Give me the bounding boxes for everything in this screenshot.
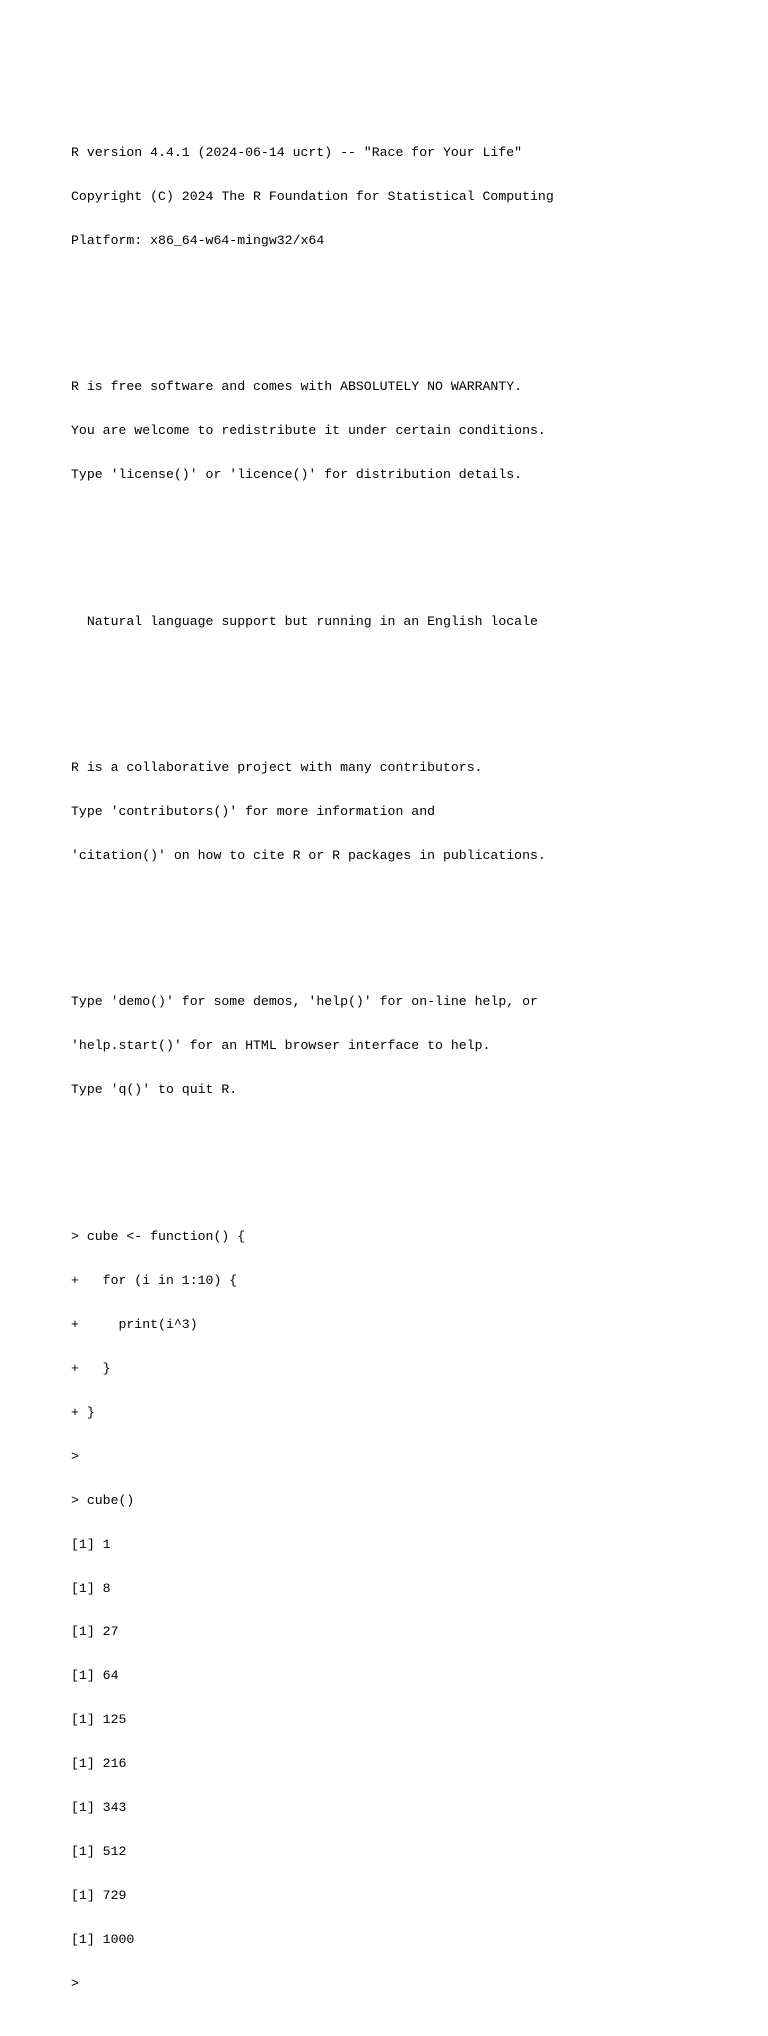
output-line: [1] 343 (71, 1800, 127, 1816)
output-line: [1] 1 (71, 1536, 111, 1552)
output-line: [1] 64 (71, 1668, 119, 1684)
r-console[interactable] (71, 87, 751, 2036)
console-line: Type 'demo()' for some demos, 'help()' for on-line help, or (71, 994, 538, 1010)
output-line: [1] 8 (71, 1580, 111, 1596)
output-line: [1] 216 (71, 1756, 127, 1772)
console-line: Type 'q()' to quit R. (71, 1082, 238, 1098)
blank-line (71, 541, 751, 556)
console-help (71, 966, 751, 1127)
console-session (71, 1201, 751, 2021)
console-line: R is free software and comes with ABSOLUTELY NO WARRANTY. (71, 379, 523, 395)
code-line: > cube() (71, 1492, 135, 1508)
console-line: R version 4.4.1 (2024-06-14 ucrt) -- "Race for Your Life" (71, 144, 523, 160)
output-line: [1] 512 (71, 1844, 127, 1860)
console-line: Type 'contributors()' for more information and (71, 803, 436, 819)
code-line: + for (i in 1:10) { (71, 1272, 238, 1288)
console-line: 'help.start()' for an HTML browser interface to help. (71, 1038, 491, 1054)
blank-line (71, 307, 751, 322)
console-line: Type 'license()' or 'licence()' for distribution details. (71, 466, 523, 482)
output-line: [1] 1000 (71, 1932, 135, 1948)
blank-line (71, 922, 751, 937)
output-line: [1] 729 (71, 1888, 127, 1904)
console-line: Platform: x86_64-w64-mingw32/x64 (71, 232, 325, 248)
code-line: + print(i^3) (71, 1316, 198, 1332)
output-line: [1] 125 (71, 1712, 127, 1728)
prompt-line: > (71, 1448, 79, 1464)
console-collab (71, 732, 751, 893)
console-warranty (71, 351, 751, 512)
console-line: Copyright (C) 2024 The R Foundation for Statistical Computing (71, 188, 554, 204)
code-line: + } (71, 1360, 111, 1376)
console-locale (71, 585, 751, 658)
blank-line (71, 688, 751, 703)
console-line: You are welcome to redistribute it under certain conditions. (71, 423, 546, 439)
console-line: R is a collaborative project with many contributors. (71, 760, 483, 776)
command-prompt[interactable]: > (71, 1976, 79, 1992)
code-line: > cube <- function() { (71, 1228, 246, 1244)
blank-line (71, 1157, 751, 1172)
console-banner (71, 116, 751, 277)
console-line: Natural language support but running in an English locale (71, 613, 538, 629)
console-line: 'citation()' on how to cite R or R packages in publications. (71, 847, 546, 863)
code-line: + } (71, 1404, 95, 1420)
output-line: [1] 27 (71, 1624, 119, 1640)
